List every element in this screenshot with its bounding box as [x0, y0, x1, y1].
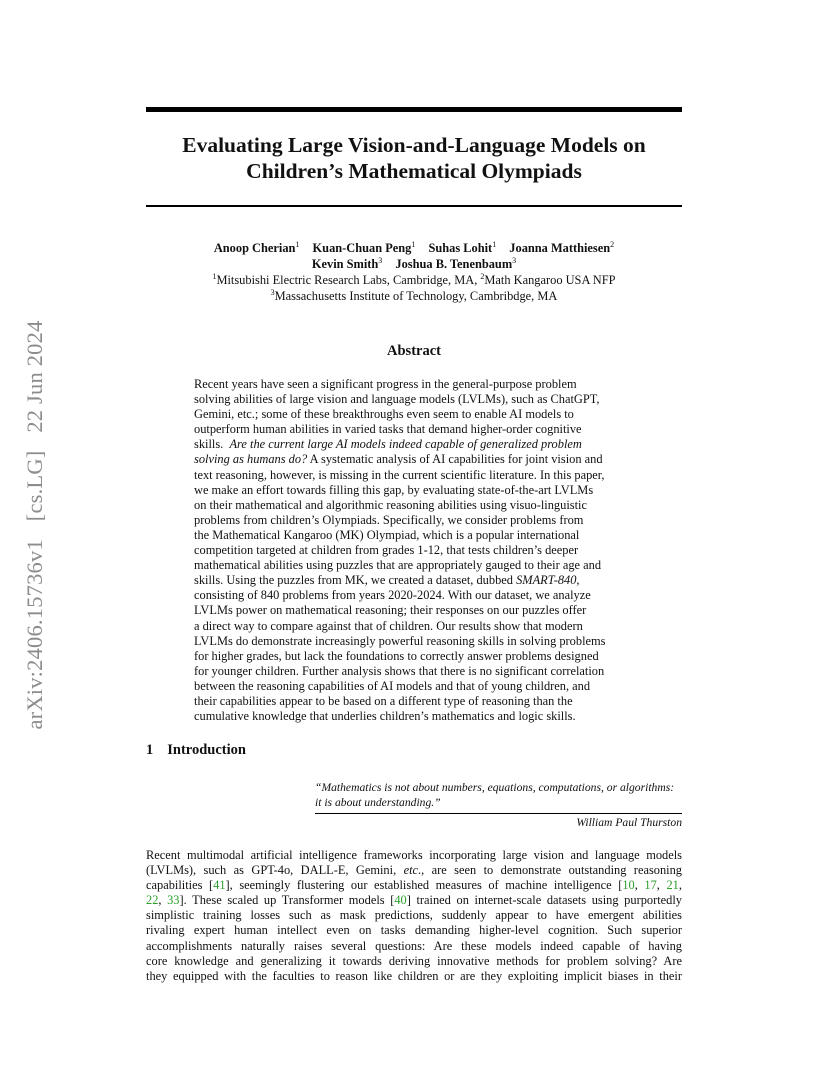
intro-line: accomplishments naturally raises several questions: Are these models indeed capable of having: [146, 938, 682, 953]
citation-link[interactable]: 40: [394, 893, 407, 908]
abstract-line: [194, 573, 634, 588]
abstract-question: Are the current large AI models indeed capable of generalized problem: [229, 437, 582, 452]
intro-line: they equipped with the faculties to reason like children or are they exploiting implicit biases in their: [146, 968, 682, 983]
affil-mark: 3: [270, 288, 275, 297]
epigraph-rule: [315, 813, 682, 814]
quote-line-2: it is about understanding.”: [315, 796, 441, 809]
abstract-text: ,: [576, 573, 580, 588]
abstract-line: for younger children. Further analysis shows that there is no significant correlation: [194, 663, 605, 678]
citation-link[interactable]: 33: [167, 893, 180, 908]
affiliation-line-2: [146, 288, 682, 304]
title-bottom-rule: [146, 205, 682, 207]
abstract-line: LVLMs power on mathematical reasoning; their responses on our puzzles offer: [194, 603, 587, 618]
abstract-line: text reasoning, however, is missing in the current scientific literature. In this paper,: [194, 467, 605, 482]
abstract-text: skills.: [194, 437, 224, 452]
author-line-1: [146, 240, 682, 256]
epigraph-author: William Paul Thurston: [576, 816, 682, 829]
abstract-line: [194, 437, 634, 452]
author-name: Anoop Cherian: [213, 241, 296, 255]
affiliation: Math Kangaroo USA NFP: [484, 273, 616, 287]
abstract-line: we make an effort towards filling this gap, by evaluating state-of-the-art LVLMs: [194, 482, 594, 497]
affil-mark: 2: [480, 272, 485, 281]
intro-text: (LVLMs), such as GPT-4o, DALL-E, Gemini,: [146, 863, 397, 878]
arxiv-id: arXiv:2406.15736v1: [22, 539, 47, 730]
intro-text: ., are seen to demonstrate outstanding reasoning: [418, 863, 682, 878]
epigraph-quote: [315, 780, 682, 810]
abstract-question-end: solving as humans do?: [194, 452, 308, 467]
citation-link[interactable]: 17: [644, 878, 657, 893]
intro-etc: etc: [403, 863, 419, 878]
title-line-2: Children’s Mathematical Olympiads: [246, 159, 582, 183]
author-block: [146, 240, 682, 304]
affiliation-line-1: [146, 272, 682, 288]
abstract-line: Recent years have seen a significant progress in the general-purpose problem: [194, 377, 577, 391]
arxiv-sidebar: [20, 290, 50, 760]
abstract-text: A systematic analysis of AI capabilities for joint vision and: [309, 452, 603, 467]
citation-link[interactable]: 22: [146, 893, 159, 908]
intro-text: ]. These scaled up Transformer models [: [179, 893, 395, 908]
abstract-text: skills. Using the puzzles from MK, we created a dataset, dubbed: [194, 573, 513, 588]
abstract-line: their capabilities appear to be based on a different type of reasoning than the: [194, 693, 573, 708]
arxiv-stamp: [22, 314, 48, 735]
author-name: Kuan-Chuan Peng: [312, 241, 412, 255]
intro-line: Recent multimodal artificial intelligence frameworks incorporating large vision and language models: [146, 848, 682, 862]
intro-line: rivaling expert human intellect even on tasks demanding higher-level cognition. Such superior: [146, 923, 682, 938]
intro-line: capabilities [41], seemingly flustering our established measures of machine intelligence [10, 17, 21,: [146, 878, 682, 893]
abstract-line: cumulative knowledge that underlies children’s mathematics and logic skills.: [194, 709, 576, 724]
abstract-line: consisting of 840 problems from years 2020-2024. With our dataset, we analyze: [194, 588, 591, 603]
intro-text: ], seemingly flustering our established measures of machine intelligence [: [225, 878, 623, 893]
section-heading-introduction: [146, 742, 246, 759]
intro-line: [146, 863, 682, 878]
citation-link[interactable]: 10: [622, 878, 635, 893]
abstract-heading: Abstract: [387, 343, 441, 359]
author-name: Joshua B. Tenenbaum: [395, 257, 513, 271]
abstract-line: mathematical abilities using puzzles that are appropriately gauged to their age and: [194, 558, 602, 573]
abstract-line: outperform human abilities in varied tasks that demand higher-order cognitive: [194, 422, 582, 437]
intro-text: ] trained on internet-scale datasets using purportedly: [406, 893, 682, 908]
author-affil-mark: 1: [295, 240, 300, 249]
intro-text: capabilities [: [146, 878, 214, 893]
author-name: Kevin Smith: [311, 257, 379, 271]
abstract-line: between the reasoning capabilities of AI models and that of young children, and: [194, 678, 591, 693]
title-line-1: Evaluating Large Vision-and-Language Models on: [182, 133, 646, 157]
abstract-line: a direct way to compare against that of children. Our results show that modern: [194, 618, 583, 633]
abstract-line: competition targeted at children from grades 1-12, that tests children’s deeper: [194, 543, 579, 558]
abstract-line: [194, 452, 634, 467]
author-affil-mark: 2: [610, 240, 615, 249]
affiliation: Massachusetts Institute of Technology, Cambribdge, MA: [274, 289, 558, 303]
abstract-line: solving abilities of large vision and language models (LVLMs), such as ChatGPT,: [194, 392, 600, 407]
abstract-line: for higher grades, but lack the foundations to correctly answer problems designed: [194, 648, 599, 663]
section-title: Introduction: [167, 742, 246, 758]
section-number: 1: [146, 742, 154, 758]
citation-link[interactable]: 41: [213, 878, 226, 893]
quote-line-1: “Mathematics is not about numbers, equations, computations, or algorithms:: [315, 781, 675, 794]
abstract-line: Gemini, etc.; some of these breakthroughs even seem to enable AI models to: [194, 407, 574, 422]
author-name: Joanna Matthiesen: [509, 241, 611, 255]
arxiv-category: [cs.LG]: [22, 450, 47, 522]
author-affil-mark: 1: [411, 240, 416, 249]
author-affil-mark: 3: [378, 256, 383, 265]
affil-mark: 1: [212, 272, 217, 281]
arxiv-date: 22 Jun 2024: [22, 320, 47, 433]
abstract-line: on their mathematical and algorithmic reasoning abilities using visuo-linguistic: [194, 497, 587, 512]
intro-text: ,: [678, 878, 682, 893]
intro-line: simplistic training losses such as mask predictions, suddenly appear to have emergent abilities: [146, 908, 682, 923]
author-affil-mark: 1: [492, 240, 497, 249]
paper-title: [146, 132, 682, 184]
abstract-body: [194, 377, 634, 724]
citation-link[interactable]: 21: [666, 878, 679, 893]
author-name: Suhas Lohit: [428, 241, 493, 255]
author-affil-mark: 3: [512, 256, 517, 265]
abstract-line: problems from children’s Olympiads. Specifically, we consider problems from: [194, 512, 584, 527]
abstract-line: the Mathematical Kangaroo (MK) Olympiad, which is a popular international: [194, 527, 580, 542]
author-line-2: [146, 256, 682, 272]
intro-line: core knowledge and generalizing it towards deriving innovative methods for problem solving? Are: [146, 953, 682, 968]
introduction-body: [146, 848, 682, 984]
affiliation: Mitsubishi Electric Research Labs, Cambridge, MA,: [216, 273, 478, 287]
title-top-rule: [146, 107, 682, 112]
dataset-name: SMART-840: [516, 573, 577, 588]
intro-line: 22, 33]. These scaled up Transformer models [40] trained on internet-scale datasets using purportedly: [146, 893, 682, 908]
abstract-line: LVLMs do demonstrate increasingly powerful reasoning skills in solving problems: [194, 633, 606, 648]
